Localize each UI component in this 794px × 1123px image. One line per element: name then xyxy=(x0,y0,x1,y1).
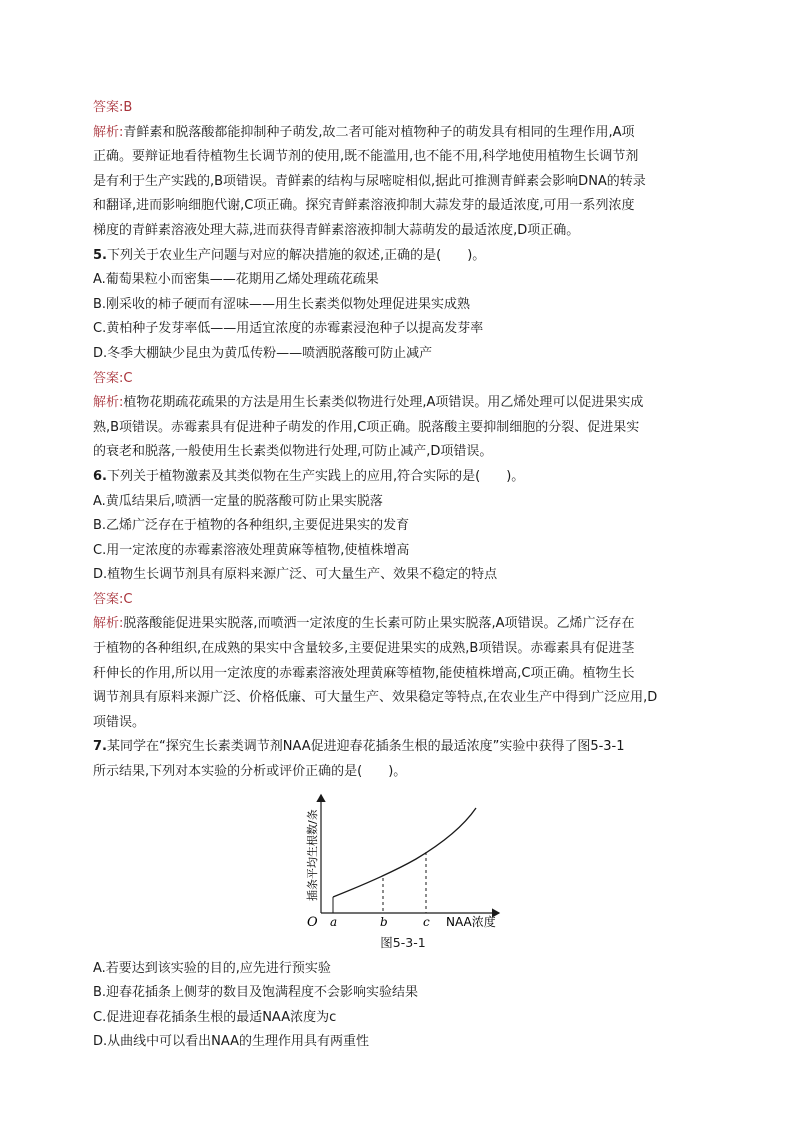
answer-label: 答案: xyxy=(93,370,124,386)
option-d: D.从曲线中可以看出NAA的生理作用具有两重性 xyxy=(93,1034,370,1050)
option-a: A.黄瓜结果后,喷洒一定量的脱落酸可防止果实脱落 xyxy=(93,493,383,509)
question-text: 某同学在“探究生长素类调节剂NAA促进迎春花插条生根的最适浓度”实验中获得了图5-3-1 xyxy=(106,739,625,755)
question-text: 下列关于植物激素及其类似物在生产实践上的应用,符合实际的是( )。 xyxy=(106,468,525,484)
analysis-line: 是有利于生产实践的,B项错误。青鲜素的结构与尿嘧啶相似,据此可推测青鲜素会影响DNA的转录 xyxy=(93,173,646,189)
analysis-line xyxy=(93,612,713,637)
analysis-label: 解析: xyxy=(93,616,124,632)
analysis-line: 项错误。 xyxy=(93,714,146,730)
answer-value: C xyxy=(123,591,133,607)
question-stem xyxy=(93,465,713,490)
tick-a: a xyxy=(330,914,338,929)
analysis-line: 的衰老和脱落,一般使用生长素类似物进行处理,可防止减产,D项错误。 xyxy=(93,444,493,460)
growth-curve xyxy=(333,808,476,897)
analysis-line xyxy=(93,391,713,416)
analysis-line: 正确。要辩证地看待植物生长调节剂的使用,既不能滥用,也不能不用,科学地使用植物生长调节剂 xyxy=(93,149,639,165)
analysis-line: 秆伸长的作用,所以用一定浓度的赤霉素溶液处理黄麻等植物,能使植株增高,C项正确。植物生长 xyxy=(93,665,635,681)
figure-caption: 图5-3-1 xyxy=(380,934,426,950)
analysis-text: 脱落酸能促进果实脱落,而喷洒一定浓度的生长素可防止果实脱落,A项错误。乙烯广泛存在 xyxy=(123,616,635,632)
option-a: A.葡萄果粒小而密集——花期用乙烯处理疏花疏果 xyxy=(93,272,379,288)
analysis-label: 解析: xyxy=(93,124,124,140)
tick-c: c xyxy=(423,914,430,929)
answer-value: C xyxy=(123,370,133,386)
analysis-line: 熟,B项错误。赤霉素具有促进种子萌发的作用,C项正确。脱落酸主要抑制细胞的分裂、促进果实 xyxy=(93,419,640,435)
answer-line xyxy=(93,96,713,121)
analysis-line: 于植物的各种组织,在成熟的果实中含量较多,主要促进果实的成熟,B项错误。赤霉素具有促进茎 xyxy=(93,641,635,657)
option-d: D.冬季大棚缺少昆虫为黄瓜传粉——喷洒脱落酸可防止减产 xyxy=(93,345,433,361)
option-a: A.若要达到该实验的目的,应先进行预实验 xyxy=(93,960,331,976)
option-b: B.刚采收的柿子硬而有涩味——用生长素类似物处理促进果实成熟 xyxy=(93,296,471,312)
option-c: C.用一定浓度的赤霉素溶液处理黄麻等植物,使植株增高 xyxy=(93,542,410,558)
answer-label: 答案: xyxy=(93,100,124,115)
answer-label: 答案: xyxy=(93,591,124,607)
analysis-line: 梯度的青鲜素溶液处理大蒜,进而获得青鲜素溶液抑制大蒜萌发的最适浓度,D项正确。 xyxy=(93,222,580,238)
question-number: 6. xyxy=(93,468,107,484)
answer-line xyxy=(93,588,713,613)
question-number: 5. xyxy=(93,247,107,263)
answer-line xyxy=(93,367,713,392)
tick-b: b xyxy=(380,914,388,929)
analysis-line: 和翻译,进而影响细胞代谢,C项正确。探究青鲜素溶液抑制大蒜发芽的最适浓度,可用一系列浓度 xyxy=(93,198,635,214)
growth-curve-figure xyxy=(303,789,513,931)
origin-label: O xyxy=(307,914,318,930)
question-text: 下列关于农业生产问题与对应的解决措施的叙述,正确的是( )。 xyxy=(106,247,486,263)
y-axis-label: 插条平均生根数/条 xyxy=(306,808,319,901)
analysis-label: 解析: xyxy=(93,395,124,411)
analysis-text: 植物花期疏花疏果的方法是用生长素类似物进行处理,A项错误。用乙烯处理可以促进果实成 xyxy=(123,395,644,411)
option-d: D.植物生长调节剂具有原料来源广泛、可大量生产、效果不稳定的特点 xyxy=(93,567,498,583)
document-page xyxy=(93,96,713,1055)
x-axis-label: NAA浓度 xyxy=(446,914,496,929)
answer-value: B xyxy=(123,100,133,115)
question-stem xyxy=(93,735,713,760)
option-b: B.乙烯广泛存在于植物的各种组织,主要促进果实的发育 xyxy=(93,518,410,534)
analysis-line xyxy=(93,121,713,146)
figure-5-3-1 xyxy=(93,789,713,950)
option-c: C.促进迎春花插条生根的最适NAA浓度为c xyxy=(93,1009,337,1025)
analysis-line: 调节剂具有原料来源广泛、价格低廉、可大量生产、效果稳定等特点,在农业生产中得到广泛应用,D xyxy=(93,690,658,706)
question-stem xyxy=(93,244,713,269)
question-number: 7. xyxy=(93,739,107,755)
option-b: B.迎春花插条上侧芽的数目及饱满程度不会影响实验结果 xyxy=(93,985,419,1001)
option-c: C.黄柏种子发芽率低——用适宜浓度的赤霉素浸泡种子以提高发芽率 xyxy=(93,321,484,337)
options-block xyxy=(93,957,713,1055)
question-stem-continued: 所示结果,下列对本实验的分析或评价正确的是( )。 xyxy=(93,764,407,780)
analysis-text: 青鲜素和脱落酸都能抑制种子萌发,故二者可能对植物种子的萌发具有相同的生理作用,A项 xyxy=(123,124,635,140)
